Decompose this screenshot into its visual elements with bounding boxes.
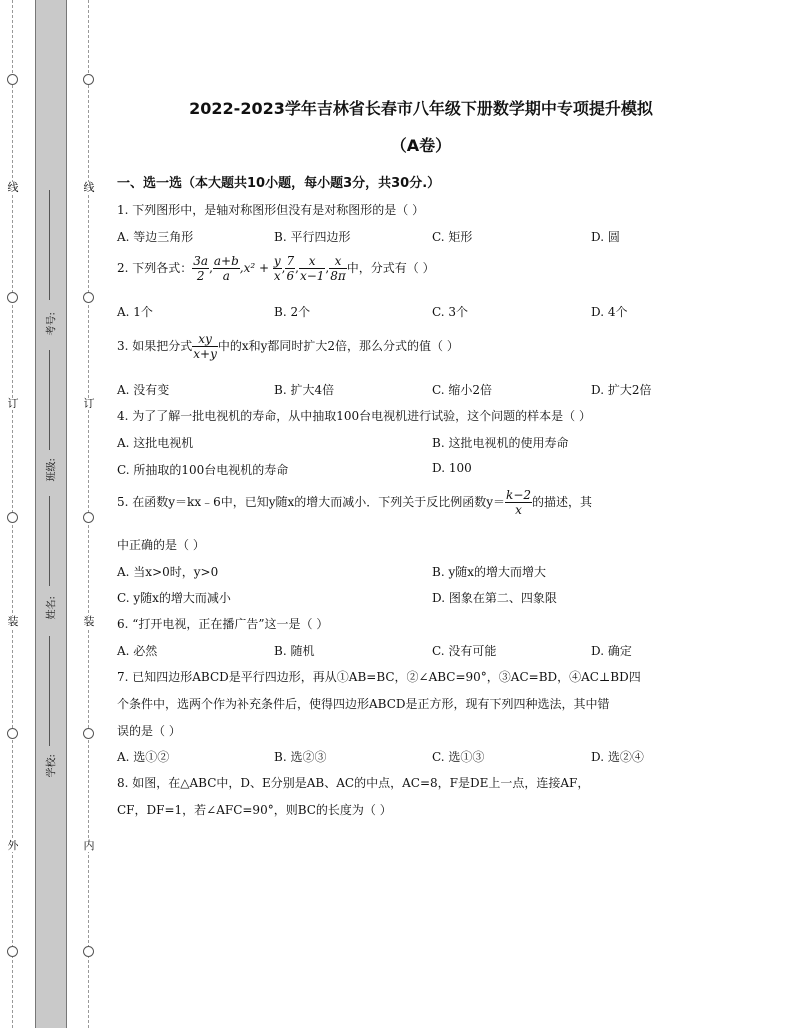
q5-option-b: B. y随x的增大而增大 [432, 565, 546, 579]
q7-option-d: D. 选②④ [591, 750, 644, 764]
q7-option-b: B. 选②③ [274, 750, 327, 764]
hole-circle [83, 74, 94, 85]
q2-option-a: A. 1个 [117, 305, 153, 319]
outer-ding-char: 订 [7, 397, 19, 410]
school-blank [49, 636, 50, 746]
q1-option-d: D. 圆 [591, 230, 620, 244]
q3-suffix: 中的x和y都同时扩大2倍，那么分式的值（ ） [217, 339, 459, 353]
page-subtitle: （A卷） [390, 136, 452, 155]
q7-option-c: C. 选①③ [432, 750, 485, 764]
hole-circle [7, 728, 18, 739]
fraction: $\frac{7}{6}$ [286, 254, 295, 283]
q7-continuation: 误的是（ ） [117, 724, 181, 738]
exam-number-label: 考号: [46, 312, 58, 336]
q3-option-c: C. 缩小2倍 [432, 383, 493, 397]
q5-continuation: 中正确的是（ ） [117, 538, 205, 552]
school-label: 学校: [46, 754, 58, 778]
q4-option-c: C. 所抽取的100台电视机的寿命 [117, 463, 289, 477]
hole-circle [7, 74, 18, 85]
q4-option-b: B. 这批电视机的使用寿命 [432, 436, 569, 450]
hole-circle [83, 292, 94, 303]
q1-option-a: A. 等边三角形 [117, 230, 194, 244]
q6-option-a: A. 必然 [117, 644, 158, 658]
inner-zhuang-char: 装 [83, 615, 95, 628]
outer-wai-char: 外 [7, 839, 19, 852]
question-4: 4. 为了了解一批电视机的寿命，从中抽取100台电视机进行试验，这个问题的样本是（ ） [117, 409, 591, 423]
outer-line-char: 线 [7, 181, 19, 194]
q7-continuation: 个条件中，选两个作为补充条件后，使得四边形ABCD是正方形，现有下列四种选法，其中错 [117, 697, 610, 711]
inner-nei-char: 内 [83, 839, 95, 852]
fraction: $\frac{y}{x}$ [273, 254, 281, 283]
binding-strip [35, 0, 67, 1028]
page-title: 2022-2023学年吉林省长春市八年级下册数学期中专项提升模拟 [189, 99, 653, 118]
q5-prefix: 5. 在函数y＝kx﹣6中，已知y随x的增大而减小．下列关于反比例函数y＝ [117, 495, 506, 509]
q2-option-d: D. 4个 [591, 305, 628, 319]
q5-option-d: D. 图象在第二、四象限 [432, 591, 557, 605]
q7-option-a: A. 选①② [117, 750, 170, 764]
hole-circle [7, 946, 18, 957]
class-label: 班级: [46, 458, 58, 482]
class-blank [49, 350, 50, 450]
fraction: $\frac{a+b}{a}$ [213, 254, 239, 283]
q2-suffix: 中，分式有（ ） [346, 261, 435, 275]
q3-prefix: 3. 如果把分式 [117, 339, 193, 353]
q3-option-b: B. 扩大4倍 [274, 383, 335, 397]
q6-option-c: C. 没有可能 [432, 644, 497, 658]
fraction: $\frac{k-2}{x}$ [506, 488, 532, 517]
q1-option-c: C. 矩形 [432, 230, 473, 244]
exam-number-blank [49, 190, 50, 300]
q6-option-b: B. 随机 [274, 644, 315, 658]
hole-circle [7, 292, 18, 303]
q5-option-a: A. 当x>0时，y>0 [117, 565, 219, 579]
question-6: 6. “打开电视，正在播广告”这一是（ ） [117, 617, 329, 631]
q4-option-d: D. 100 [432, 461, 472, 475]
section-heading: 一、选一选（本大题共10小题，每小题3分，共30分.） [117, 176, 441, 191]
hole-circle [83, 946, 94, 957]
hole-circle [83, 512, 94, 523]
question-8: 8. 如图，在△ABC中，D、E分别是AB、AC的中点，AC=8，F是DE上一点，连接AF， [117, 776, 590, 790]
question-2: 2. 下列各式： $\frac{3a}{2}$ , $\frac{a+b}{a}$ ,x² + $\frac{y}{x}$ , $\frac{7}{6}$ , $\frac{x}{x-1}$ , $\frac{x}{8\pi}$ 中，分式有（ ） [117, 254, 435, 283]
q2-prefix: 2. 下列各式： [117, 261, 193, 275]
fraction: $\frac{x}{8\pi}$ [330, 254, 346, 283]
q8-continuation: CF，DF=1，若∠AFC=90°，则BC的长度为（ ） [117, 803, 392, 817]
question-3 [117, 332, 459, 361]
hole-circle [83, 728, 94, 739]
q3-option-a: A. 没有变 [117, 383, 170, 397]
fraction: $\frac{x}{x-1}$ [299, 254, 325, 283]
inner-line-char: 线 [83, 181, 95, 194]
name-label: 姓名: [46, 596, 58, 620]
q2-option-c: C. 3个 [432, 305, 469, 319]
q5-suffix: 的描述，其 [532, 495, 593, 509]
hole-circle [7, 512, 18, 523]
question-7: 7. 已知四边形ABCD是平行四边形，再从①AB=BC，②∠ABC=90°，③AC=BD，④AC⊥BD四 [117, 670, 641, 684]
q1-option-b: B. 平行四边形 [274, 230, 351, 244]
outer-zhuang-char: 装 [7, 615, 19, 628]
fraction: $\frac{xy}{x+y}$ [193, 332, 217, 361]
question-5 [117, 488, 592, 517]
q2-option-b: B. 2个 [274, 305, 311, 319]
q3-option-d: D. 扩大2倍 [591, 383, 652, 397]
question-1: 1. 下列图形中，是轴对称图形但没有是对称图形的是（ ） [117, 203, 425, 217]
q5-option-c: C. y随x的增大而减小 [117, 591, 231, 605]
inner-ding-char: 订 [83, 397, 95, 410]
q6-option-d: D. 确定 [591, 644, 632, 658]
q4-option-a: A. 这批电视机 [117, 436, 194, 450]
name-blank [49, 496, 50, 586]
fraction: $\frac{3a}{2}$ [193, 254, 209, 283]
q2-mid-text: ,x² + [239, 261, 273, 275]
